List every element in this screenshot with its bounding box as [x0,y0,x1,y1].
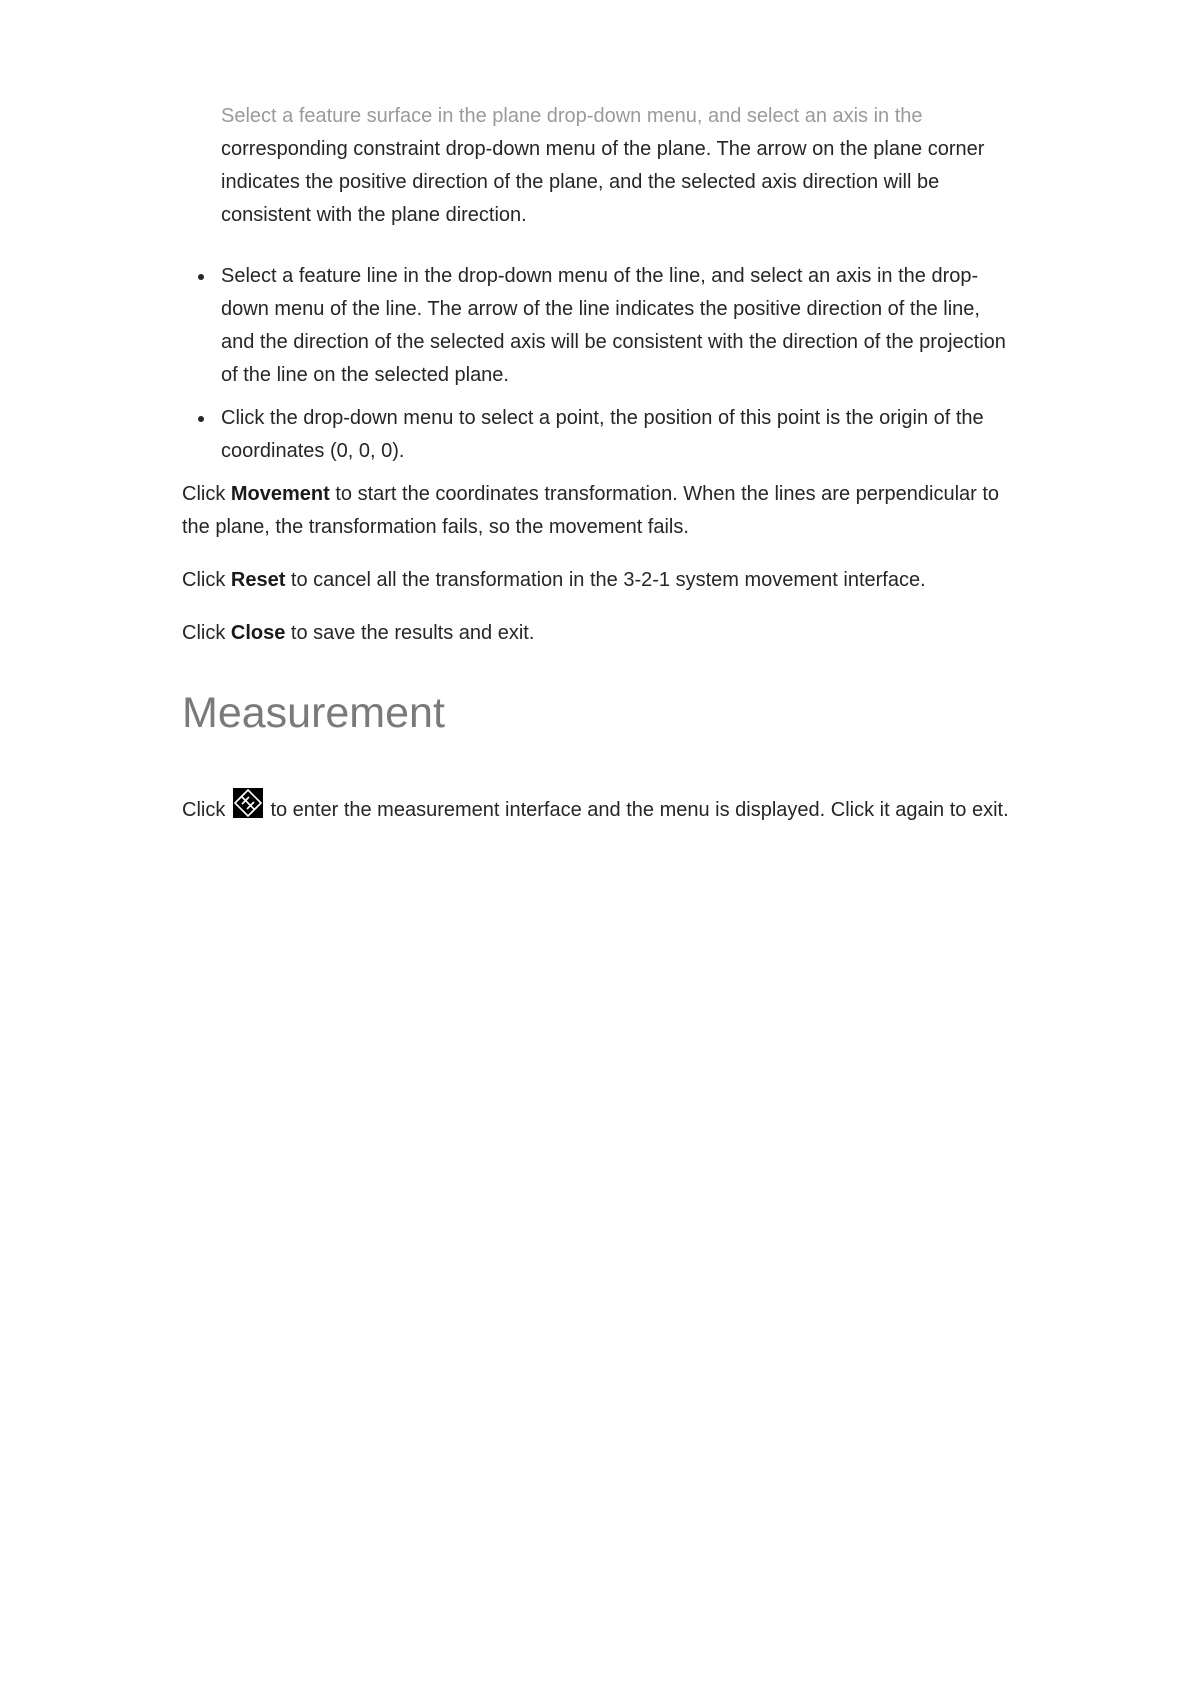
text-prefix: Click [182,622,231,644]
reset-paragraph [182,564,1012,597]
clipped-line: Select a feature surface in the plane drop-down menu, and select an axis in the [221,105,923,127]
bullet-text: corresponding constraint drop-down menu of the plane. The arrow on the plane corner indicates the positive direction of the plane, and the selected axis direction will be consistent with the plane direction. [221,138,985,226]
measurement-icon [233,788,263,818]
text-prefix: Click [182,569,231,591]
bullet-icon [198,274,204,280]
section-heading: Measurement [182,689,445,737]
text-suffix: to enter the measurement interface and the menu is displayed. Click it again to exit. [264,799,1009,821]
text-suffix: to start the coordinates transformation. When the lines are perpendicular to the plane, the transformation fails, so the movement fails. [182,483,1000,538]
movement-paragraph [182,478,1012,544]
document-page [182,105,1012,847]
list-item [182,260,1012,392]
movement-label: Movement [230,483,330,505]
text-suffix: to cancel all the transformation in the 3-2-1 system movement interface. [285,569,926,591]
list-item [182,402,1012,468]
list-item [182,105,1012,250]
close-label: Close [230,622,286,644]
bullet-list [182,105,1012,468]
text-suffix: to save the results and exit. [285,622,535,644]
bullet-text: Select a feature line in the drop-down menu of the line, and select an axis in the drop-down menu of the line. The arrow of the line indicates the positive direction of the line, and the direction of the selected axis will be consistent with the direction of the projection of the line on the selected plane. [221,265,1006,386]
reset-label: Reset [230,569,286,591]
close-paragraph [182,617,1012,650]
bullet-text: Click the drop-down menu to select a point, the position of this point is the origin of the coordinates (0, 0, 0). [221,407,984,462]
measurement-paragraph [182,788,1012,827]
text-prefix: Click [182,483,231,505]
bullet-icon [198,416,204,422]
text-prefix: Click [182,799,231,821]
